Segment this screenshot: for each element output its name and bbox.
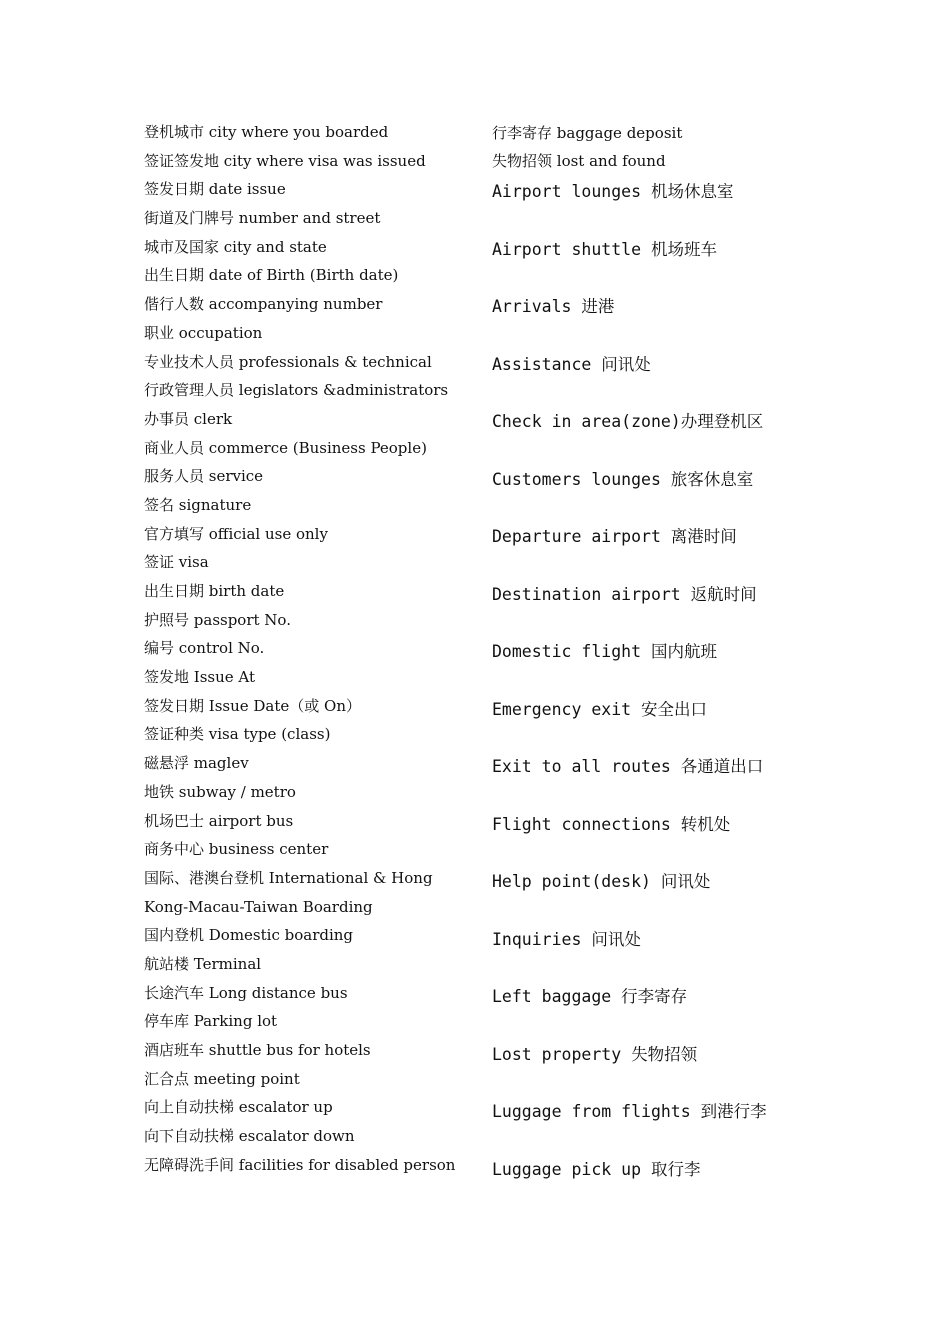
- left-term-item: 磁悬浮 maglev: [144, 754, 249, 773]
- right-term-item: Inquiries 问讯处: [492, 929, 641, 949]
- left-term-item: 服务人员 service: [144, 467, 264, 486]
- left-term-item: 地铁 subway / metro: [144, 782, 296, 801]
- left-term-item: 登机城市 city where you boarded: [144, 123, 389, 141]
- left-term-item: 官方填写 official use only: [144, 524, 328, 543]
- right-term-item: Luggage pick up 取行李: [492, 1159, 701, 1179]
- left-term-item: 行政管理人员 legislators &administrators: [144, 381, 449, 400]
- left-term-list: [144, 118, 474, 1179]
- left-term-item: 出生日期 birth date: [144, 582, 285, 600]
- left-term-item: 酒店班车 shuttle bus for hotels: [144, 1041, 371, 1059]
- left-term-item: 机场巴士 airport bus: [144, 811, 294, 830]
- left-term-item: 专业技术人员 professionals & technical: [144, 352, 432, 371]
- right-term-item: Assistance 问讯处: [492, 354, 651, 374]
- left-term-item: 签名 signature: [144, 495, 252, 514]
- right-term-item: Exit to all routes 各通道出口: [492, 757, 764, 776]
- right-term-item: Departure airport 离港时间: [492, 527, 737, 546]
- right-term-item: Destination airport 返航时间: [492, 584, 757, 604]
- left-term-item: 签证种类 visa type (class): [144, 725, 331, 744]
- left-term-item: Kong-Macau-Taiwan Boarding: [144, 897, 373, 916]
- left-term-item: 职业 occupation: [144, 323, 263, 342]
- left-term-item: 国内登机 Domestic boarding: [144, 926, 354, 945]
- right-term-item: Help point(desk) 问讯处: [492, 872, 711, 891]
- right-term-item: Arrivals 进港: [492, 297, 615, 316]
- left-term-item: 停车库 Parking lot: [144, 1012, 278, 1031]
- right-term-item: Left baggage 行李寄存: [492, 987, 688, 1006]
- left-term-item: 向上自动扶梯 escalator up: [144, 1098, 333, 1117]
- right-term-item: Customers lounges 旅客休息室: [492, 469, 754, 489]
- right-top-term-item: 行李寄存 baggage deposit: [492, 124, 683, 142]
- left-term-item: 签发地 Issue At: [144, 668, 255, 687]
- left-term-item: 街道及门牌号 number and street: [144, 209, 381, 228]
- left-term-item: 国际、港澳台登机 International & Hong: [144, 868, 433, 887]
- right-term-item: Lost property 失物招领: [492, 1044, 698, 1064]
- left-term-item: 签发日期 date issue: [144, 180, 286, 199]
- left-term-item: 护照号 passport No.: [144, 610, 291, 629]
- left-term-item: 航站楼 Terminal: [144, 954, 262, 973]
- right-term-item: Luggage from flights 到港行李: [492, 1102, 767, 1121]
- left-term-item: 城市及国家 city and state: [144, 237, 327, 256]
- left-term-item: 向下自动扶梯 escalator down: [144, 1127, 355, 1146]
- left-term-item: 出生日期 date of Birth (Birth date): [144, 266, 399, 285]
- right-term-item: Flight connections 转机处: [492, 814, 731, 834]
- left-term-item: 商业人员 commerce (Business People): [144, 438, 427, 457]
- right-top-term-item: 失物招领 lost and found: [492, 152, 666, 170]
- left-term-item: 商务中心 business center: [144, 840, 329, 859]
- right-term-item: Airport lounges 机场休息室: [492, 182, 734, 201]
- left-term-item: 编号 control No.: [144, 639, 265, 658]
- left-term-item: 签发日期 Issue Date（或 On）: [144, 696, 361, 715]
- right-term-item: Emergency exit 安全出口: [492, 699, 708, 719]
- right-term-item: Airport shuttle 机场班车: [492, 239, 717, 259]
- left-term-item: 签证签发地 city where visa was issued: [144, 151, 426, 170]
- left-term-item: 无障碍洗手间 facilities for disabled person: [144, 1155, 456, 1174]
- left-term-item: 办事员 clerk: [144, 409, 233, 428]
- left-term-item: 签证 visa: [144, 553, 209, 572]
- left-term-item: 偕行人数 accompanying number: [144, 295, 383, 314]
- right-term-item: Check in area(zone)办理登机区: [492, 412, 764, 431]
- left-term-item: 长途汽车 Long distance bus: [144, 983, 348, 1002]
- right-term-item: Domestic flight 国内航班: [492, 642, 717, 661]
- left-term-item: 汇合点 meeting point: [144, 1069, 300, 1088]
